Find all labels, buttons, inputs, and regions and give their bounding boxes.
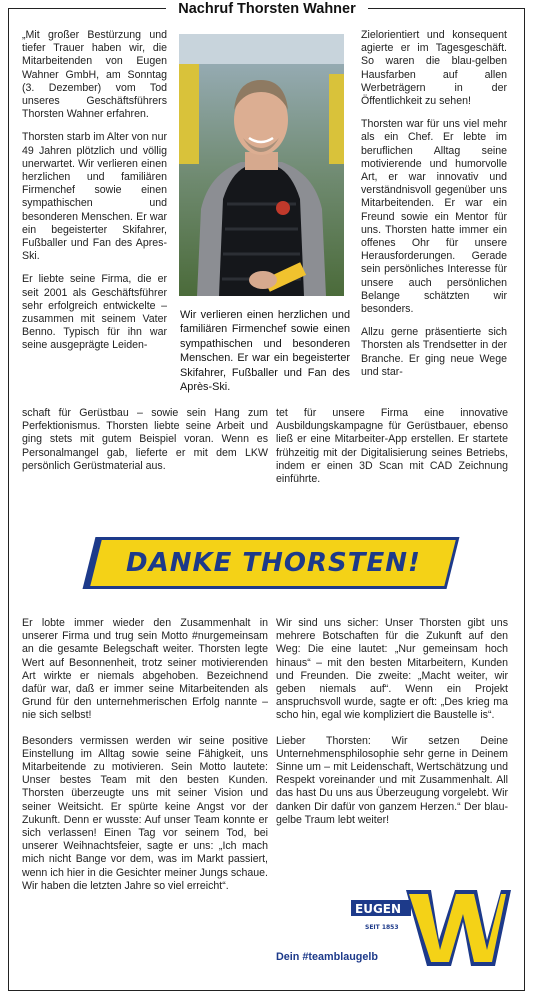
bottom-left-mid: schaft für Gerüstbau – sowie sein Hang zum Perfektionismus. Thorsten liebte seine Arbeit und ging stets mit gutem Beispiel voran. Wenn es Personalmangel gab, lieferte er mit dem LKW persönlich Gerüstmaterial aus.	[22, 407, 268, 472]
page-title: Nachruf Thorsten Wahner	[166, 1, 368, 18]
logo-since: SEIT 1853	[365, 924, 399, 931]
portrait-illustration	[179, 34, 344, 296]
lower-right-column	[276, 617, 508, 837]
left-column	[22, 29, 167, 353]
title-wrap	[0, 0, 534, 17]
banner-text: DANKE THORSTEN!	[125, 548, 421, 578]
right-para-1: Zielorientiert und konsequent agierte er im Tagesgeschäft. So waren die blau-gelben Hausfarben auf allen Werbeträgern in der Öffentlichkeit zu sehen!	[361, 29, 507, 108]
lower-right-para-2: Lieber Thorsten: Wir setzen Deine Unternehmensphilosophie sehr gerne in Deinem Sinne um – mit Leidenschaft, Wertschätzung und Respekt voreinander und mit Zusammenhalt. All das hast Du uns aus Überzeugung vorgelebt. Wir danken Dir dafür von ganzem Herzen.“ Der blau-gelbe Traum lebt weiter!	[276, 734, 508, 826]
lower-left-para-1: Er lobte immer wieder den Zusammenhalt in unserer Firma und trug sein Motto #nurgemeinsam an die gesamte Belegschaft weiter. Thorsten legte Wert auf Besonnenheit, trotz seiner motivierenden Art wirkte er niemals abgehoben. Bezeichnend dafür war, daß er immer seine Mitarbeitenden als Grund für den unternehmerischen Erfolg nannte – nie sich selbst!	[22, 617, 268, 722]
right-para-3: Allzu gerne präsentierte sich Thorsten als Trendsetter in der Branche. Er ging neue Wege und star-	[361, 326, 507, 378]
bottom-right-mid: tet für unsere Firma eine innovative Ausbildungskampagne für Gerüstbauer, ebenso ließ er eine Mitarbeiter-App erstellen. Er startete frühzeitig mit der Digitalisierung seines Betriebs, indem er einen 3D Scan mit CAD Zeichnung einführte.	[276, 407, 508, 486]
photo-caption: Wir verlieren einen herzlichen und familiären Firmenchef sowie einen sympathischen und besonderen Menschen. Er war ein begeisterter Skifahrer, Fußballer und Fan des Après-Ski.	[180, 309, 350, 394]
left-para-3: Er liebte seine Firma, die er seit 2001 als Geschäftsführer sehr erfolgreich entwickelte – zusammen mit seinem Vater Benno. Typisch für ihn war seine ausgeprägte Leiden-	[22, 273, 167, 352]
left-para-1: „Mit großer Bestürzung und tiefer Trauer haben wir, die Mitarbeitenden von Eugen Wahner GmbH, am Sonntag (3. Dezember) vom Tod unseres Geschäftsführers Thorsten Wahner erfahren.	[22, 29, 167, 121]
logo-text: EUGEN	[355, 902, 402, 916]
lower-right-para-1: Wir sind uns sicher: Unser Thorsten gibt uns mehrere Botschaften für die Zukunft auf den Weg: Die eine lautet: „Nur gemeinsam hoch hinaus“ – mit den besten Mitarbeitern, Kunden und Freunden. Die zweite: „Macht weiter, wir geben niemals auf“. Wenn ein Projekt anspruchsvoll wurde, sagte er oft: „Des krieg ma scho hin, egal wie kompliziert die Baustelle is“.	[276, 617, 508, 722]
right-column	[361, 29, 507, 379]
right-para-2: Thorsten war für uns viel mehr als ein Chef. Er lebte im beruflichen Alltag seine motivierende und humorvolle Art, er war innovativ und verständnisvoll gegenüber uns Mitarbeitenden. Er war ein Freund sowie ein Mentor für uns. Thorsten hatte immer ein offenes Ohr für unsere Herausforderungen. Gerade sein persönliches Interesse für unsere auch persönlichen Belange schätzten wir besonders.	[361, 118, 507, 316]
portrait-photo	[179, 34, 344, 296]
lower-left-column	[22, 617, 268, 903]
left-para-2: Thorsten starb im Alter von nur 49 Jahren plötzlich und völlig unerwartet. Wir verlieren einen herzlichen und familiären Firmenchef sowie einen sympathischen und besonderen Menschen. Er war ein begeisterter Skifahrer, Fußballer und Fan des Apres-Ski.	[22, 131, 167, 263]
hashtag: Dein #teamblaugelb	[276, 951, 378, 963]
thanks-banner	[90, 540, 455, 586]
lower-left-para-2: Besonders vermissen werden wir seine positive Einstellung im Alltag sowie seine Fähigkeit, uns Mitarbeitende zu motivieren. Sein Motto lautete: Unser bestes Team mit den besten Kunden. Thorsten überzeugte uns mit seiner Vision und seiner Weitsicht. Er spürte keine Angst vor der Zukunft. Denn er wusste: Auf unser Team konnte er sich verlassen! Einen Tag vor seinem Tod, bei unserer Weihnachtsfeier, sagte er uns: „Ich mach mich nicht Bange vor dem, was im Markt passiert, wenn ich hier in die Gesichter meiner Jungs schaue. Wir haben die letzten Jahre so viel erreicht“.	[22, 734, 268, 892]
